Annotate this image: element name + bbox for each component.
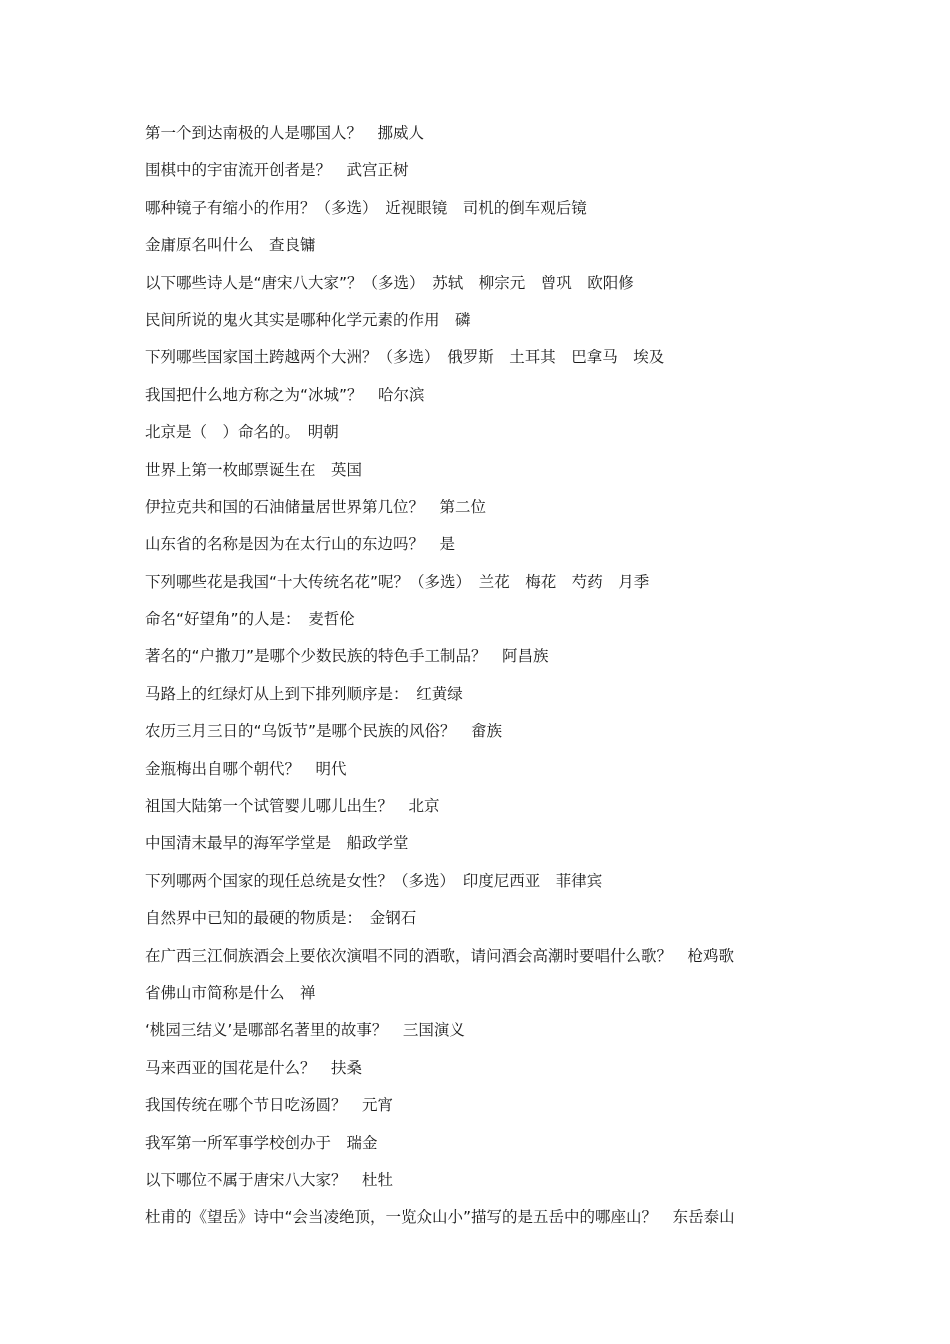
qa-line: 自然界中已知的最硬的物质是： 金钢石 — [145, 909, 417, 928]
qa-line: 伊拉克共和国的石油储量居世界第几位？ 第二位 — [145, 497, 487, 516]
qa-line: 祖国大陆第一个试管婴儿哪儿出生？ 北京 — [145, 797, 440, 816]
qa-line: 农历三月三日的“乌饭节”是哪个民族的风俗？ 畲族 — [145, 722, 503, 741]
qa-line: 命名“好望角”的人是： 麦哲伦 — [145, 610, 355, 629]
qa-line: 民间所说的鬼火其实是哪种化学元素的作用 磷 — [145, 310, 471, 329]
qa-line: 在广西三江侗族酒会上要依次演唱不同的酒歌，请问酒会高潮时要唱什么歌？ 枪鸡歌 — [145, 946, 735, 965]
qa-line: 下列哪些花是我国“十大传统名花”呢？（多选） 兰花 梅花 芍药 月季 — [145, 572, 650, 591]
qa-line: ‘桃园三结义’是哪部名著里的故事？ 三国演义 — [145, 1021, 465, 1040]
qa-line: 下列哪两个国家的现任总统是女性？（多选） 印度尼西亚 菲律宾 — [145, 871, 603, 890]
qa-line: 马来西亚的国花是什么？ 扶桑 — [145, 1058, 363, 1077]
qa-line: 马路上的红绿灯从上到下排列顺序是： 红黄绿 — [145, 684, 463, 703]
qa-line: 围棋中的宇宙流开创者是？ 武宫正树 — [145, 161, 409, 180]
qa-line: 山东省的名称是因为在太行山的东边吗？ 是 — [145, 535, 456, 554]
qa-line: 下列哪些国家国土跨越两个大洲？（多选） 俄罗斯 土耳其 巴拿马 埃及 — [145, 348, 665, 367]
qa-line: 第一个到达南极的人是哪国人？ 挪威人 — [145, 124, 425, 142]
qa-line: 著名的“户撒刀”是哪个少数民族的特色手工制品？ 阿昌族 — [145, 647, 549, 666]
qa-line: 以下哪位不属于唐宋八大家？ 杜牡 — [145, 1170, 394, 1189]
qa-line: 哪种镜子有缩小的作用？（多选） 近视眼镜 司机的倒车观后镜 — [145, 198, 587, 217]
qa-line: 世界上第一枚邮票诞生在 英国 — [145, 460, 363, 479]
qa-list — [145, 121, 835, 1243]
qa-line: 我军第一所军事学校创办于 瑞金 — [145, 1133, 378, 1152]
qa-line: 以下哪些诗人是“唐宋八大家”？（多选） 苏轼 柳宗元 曾巩 欧阳修 — [145, 273, 634, 292]
qa-line: 省佛山市简称是什么 禅 — [145, 983, 316, 1002]
qa-line: 我国把什么地方称之为“冰城”？ 哈尔滨 — [145, 385, 425, 404]
qa-line: 我国传统在哪个节日吃汤圆？ 元宵 — [145, 1096, 394, 1115]
qa-line: 杜甫的《望岳》诗中“会当凌绝顶，一览众山小”描写的是五岳中的哪座山？ 东岳泰山 — [145, 1208, 735, 1227]
qa-line: 金庸原名叫什么 查良镛 — [145, 236, 316, 255]
qa-line: 北京是（ ）命名的。 明朝 — [145, 423, 339, 442]
qa-line: 中国清末最早的海军学堂是 船政学堂 — [145, 834, 409, 853]
qa-line: 金瓶梅出自哪个朝代？ 明代 — [145, 759, 347, 778]
